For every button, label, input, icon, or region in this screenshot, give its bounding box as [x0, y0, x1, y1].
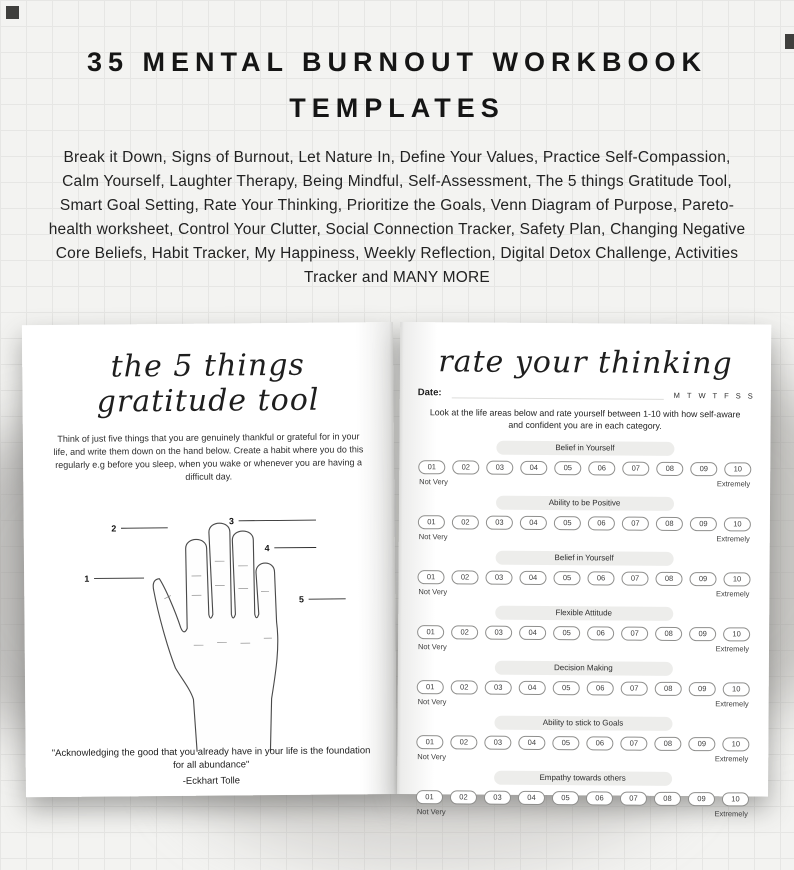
- rating-option-08[interactable]: 08: [656, 462, 683, 476]
- scale-high-label: Extremely: [716, 644, 749, 653]
- rating-option-01[interactable]: 01: [417, 680, 444, 694]
- rating-option-09[interactable]: 09: [689, 627, 716, 641]
- rating-option-09[interactable]: 09: [689, 572, 716, 586]
- rating-option-09[interactable]: 09: [690, 462, 717, 476]
- quote-text: "Acknowledging the good that you already have in your life is the foundation for all abundance": [52, 744, 371, 773]
- scale-low-label: Not Very: [417, 752, 446, 761]
- write-line-3[interactable]: [238, 520, 315, 521]
- rating-option-07[interactable]: 07: [620, 736, 647, 750]
- rating-section: [416, 660, 751, 708]
- rating-section: [416, 550, 751, 598]
- rating-option-03[interactable]: 03: [485, 680, 512, 694]
- rating-option-05[interactable]: 05: [552, 791, 579, 805]
- rating-section: [417, 440, 752, 488]
- gratitude-tool-title-line-2: gratitude tool: [46, 383, 369, 420]
- rating-sections: [415, 440, 753, 818]
- rating-scale: [415, 735, 750, 751]
- rating-option-04[interactable]: 04: [518, 736, 545, 750]
- rating-section: [417, 495, 752, 543]
- weekday-letter-5[interactable]: F: [724, 391, 729, 400]
- rating-option-01[interactable]: 01: [418, 515, 445, 529]
- category-label: Belief in Yourself: [496, 440, 674, 455]
- rating-option-01[interactable]: 01: [416, 735, 443, 749]
- finger-number-2: 2: [111, 524, 116, 534]
- scale-low-label: Not Very: [419, 532, 448, 541]
- rating-option-06[interactable]: 06: [588, 516, 615, 530]
- rating-option-08[interactable]: 08: [655, 682, 682, 696]
- scale-labels: [416, 587, 751, 598]
- rating-option-02[interactable]: 02: [450, 735, 477, 749]
- scale-high-label: Extremely: [715, 699, 748, 708]
- rating-option-05[interactable]: 05: [554, 461, 581, 475]
- finger-number-1: 1: [84, 574, 89, 584]
- left-page: [22, 322, 397, 797]
- scale-high-label: Extremely: [716, 534, 749, 543]
- rating-option-02[interactable]: 02: [451, 625, 478, 639]
- scale-labels: [415, 752, 750, 763]
- rating-option-03[interactable]: 03: [486, 460, 513, 474]
- rating-option-06[interactable]: 06: [587, 571, 614, 585]
- hand-outline-diagram: [72, 509, 348, 753]
- rating-option-02[interactable]: 02: [452, 515, 479, 529]
- finger-number-3: 3: [228, 516, 233, 526]
- template-list-description: Break it Down, Signs of Burnout, Let Nature In, Define Your Values, Practice Self-Compassion, Calm Yourself, Laughter Therapy, Being Mindful, Self-Assessment, The 5 things Gratitude Tool, Smart Goal Setting, Rate Your Thinking, Prioritize the Goals, Venn Diagram of Purpose, Pareto-health worksheet, Control Your Clutter, Social Connection Tracker, Safety Plan, Changing Negative Core Beliefs, Habit Tracker, My Happiness, Weekly Reflection, Digital Detox Challenge, Activities Tracker and MANY MORE: [46, 146, 748, 290]
- rating-option-10[interactable]: 10: [723, 572, 750, 586]
- rating-option-10[interactable]: 10: [724, 462, 751, 476]
- rating-instructions: Look at the life areas below and rate yourself between 1-10 with how self-aware and confident you are in each category.: [418, 407, 753, 433]
- rating-scale: [416, 570, 751, 586]
- rating-scale: [417, 460, 752, 476]
- scale-high-label: Extremely: [714, 809, 747, 818]
- rating-option-10[interactable]: 10: [722, 792, 749, 806]
- rating-section: [415, 770, 750, 818]
- rating-option-01[interactable]: 01: [417, 625, 444, 639]
- rating-option-09[interactable]: 09: [688, 792, 715, 806]
- weekday-letter-2[interactable]: T: [687, 391, 692, 400]
- scale-low-label: Not Very: [419, 477, 448, 486]
- scale-labels: [416, 697, 751, 708]
- rating-option-03[interactable]: 03: [486, 515, 513, 529]
- rating-option-10[interactable]: 10: [723, 627, 750, 641]
- rating-scale: [415, 790, 750, 806]
- rating-option-09[interactable]: 09: [690, 517, 717, 531]
- rating-scale: [416, 625, 751, 641]
- rating-option-10[interactable]: 10: [723, 682, 750, 696]
- rating-option-04[interactable]: 04: [519, 571, 546, 585]
- scale-labels: [417, 477, 752, 488]
- rating-option-05[interactable]: 05: [552, 736, 579, 750]
- quote-author: -Eckhart Tolle: [52, 773, 371, 789]
- rating-section: [415, 715, 750, 763]
- rating-option-01[interactable]: 01: [416, 790, 443, 804]
- header: [0, 0, 794, 290]
- scale-high-label: Extremely: [715, 754, 748, 763]
- weekday-letter-1[interactable]: M: [674, 391, 680, 400]
- page-title-line-1: 35 MENTAL BURNOUT WORKBOOK: [0, 40, 794, 86]
- scale-low-label: Not Very: [418, 642, 447, 651]
- category-label: Flexible Attitude: [495, 605, 673, 620]
- rating-option-07[interactable]: 07: [621, 681, 648, 695]
- scale-high-label: Extremely: [716, 589, 749, 598]
- rating-option-08[interactable]: 08: [654, 792, 681, 806]
- date-input-line[interactable]: [452, 389, 664, 399]
- rating-option-06[interactable]: 06: [586, 791, 613, 805]
- rating-option-04[interactable]: 04: [520, 461, 547, 475]
- weekday-row: [674, 391, 753, 401]
- gratitude-tool-instructions: Think of just five things that you are genuinely thankful or grateful for in your life, and write them down on the hand below. Create a habit where you do this regularly e.g before you sleep, when you wake or whenever you are having a difficult day.: [47, 430, 370, 485]
- scale-low-label: Not Very: [418, 697, 447, 706]
- rating-option-08[interactable]: 08: [656, 517, 683, 531]
- rating-option-10[interactable]: 10: [722, 737, 749, 751]
- rating-option-10[interactable]: 10: [724, 517, 751, 531]
- rating-option-07[interactable]: 07: [621, 626, 648, 640]
- rating-scale: [417, 515, 752, 531]
- rating-option-07[interactable]: 07: [622, 516, 649, 530]
- rating-option-07[interactable]: 07: [620, 791, 647, 805]
- weekday-letter-4[interactable]: T: [713, 391, 718, 400]
- rating-option-09[interactable]: 09: [688, 737, 715, 751]
- rating-option-06[interactable]: 06: [587, 681, 614, 695]
- category-label: Empathy towards others: [494, 770, 672, 785]
- gratitude-tool-title-line-1: the 5 things: [46, 348, 369, 385]
- rating-option-02[interactable]: 02: [451, 680, 478, 694]
- rating-option-06[interactable]: 06: [586, 736, 613, 750]
- rating-option-05[interactable]: 05: [553, 626, 580, 640]
- rating-option-02[interactable]: 02: [452, 460, 479, 474]
- rate-your-thinking-title: rate your thinking: [418, 344, 753, 381]
- page-title-line-2: TEMPLATES: [0, 86, 794, 132]
- rating-option-04[interactable]: 04: [519, 626, 546, 640]
- scale-labels: [417, 532, 752, 543]
- rating-option-08[interactable]: 08: [655, 572, 682, 586]
- scale-low-label: Not Very: [417, 807, 446, 816]
- scale-low-label: Not Very: [418, 587, 447, 596]
- rating-option-05[interactable]: 05: [554, 516, 581, 530]
- rating-option-05[interactable]: 05: [553, 571, 580, 585]
- rating-option-06[interactable]: 06: [588, 461, 615, 475]
- rating-option-03[interactable]: 03: [484, 790, 511, 804]
- category-label: Decision Making: [494, 660, 672, 675]
- rating-option-07[interactable]: 07: [621, 571, 648, 585]
- rating-option-03[interactable]: 03: [485, 625, 512, 639]
- rating-option-07[interactable]: 07: [622, 461, 649, 475]
- right-page: [397, 322, 771, 797]
- rating-option-03[interactable]: 03: [484, 735, 511, 749]
- rating-option-08[interactable]: 08: [655, 627, 682, 641]
- rating-option-05[interactable]: 05: [553, 681, 580, 695]
- hand-diagram-wrap: [48, 508, 373, 758]
- rating-option-04[interactable]: 04: [520, 516, 547, 530]
- category-label: Ability to stick to Goals: [494, 715, 672, 730]
- rating-option-01[interactable]: 01: [417, 570, 444, 584]
- rating-option-08[interactable]: 08: [654, 737, 681, 751]
- rating-option-06[interactable]: 06: [587, 626, 614, 640]
- date-row: [418, 387, 753, 400]
- rating-section: [416, 605, 751, 653]
- weekday-letter-6[interactable]: S: [736, 391, 741, 400]
- date-label: Date:: [418, 387, 442, 398]
- rating-option-04[interactable]: 04: [518, 791, 545, 805]
- scale-high-label: Extremely: [717, 479, 750, 488]
- category-label: Ability to be Positive: [495, 495, 673, 510]
- quote-block: [26, 744, 397, 789]
- hand-outline: [152, 523, 278, 752]
- weekday-letter-7[interactable]: S: [748, 391, 753, 400]
- workbook-mockup: [26, 322, 768, 794]
- rating-option-04[interactable]: 04: [519, 681, 546, 695]
- weekday-letter-3[interactable]: W: [698, 391, 705, 400]
- rating-scale: [416, 680, 751, 696]
- rating-option-02[interactable]: 02: [450, 790, 477, 804]
- category-label: Belief in Yourself: [495, 550, 673, 565]
- rating-option-09[interactable]: 09: [689, 682, 716, 696]
- scale-labels: [416, 642, 751, 653]
- finger-number-5: 5: [298, 595, 303, 605]
- finger-number-4: 4: [264, 543, 269, 553]
- rating-option-01[interactable]: 01: [418, 460, 445, 474]
- rating-option-02[interactable]: 02: [451, 570, 478, 584]
- rating-option-03[interactable]: 03: [485, 570, 512, 584]
